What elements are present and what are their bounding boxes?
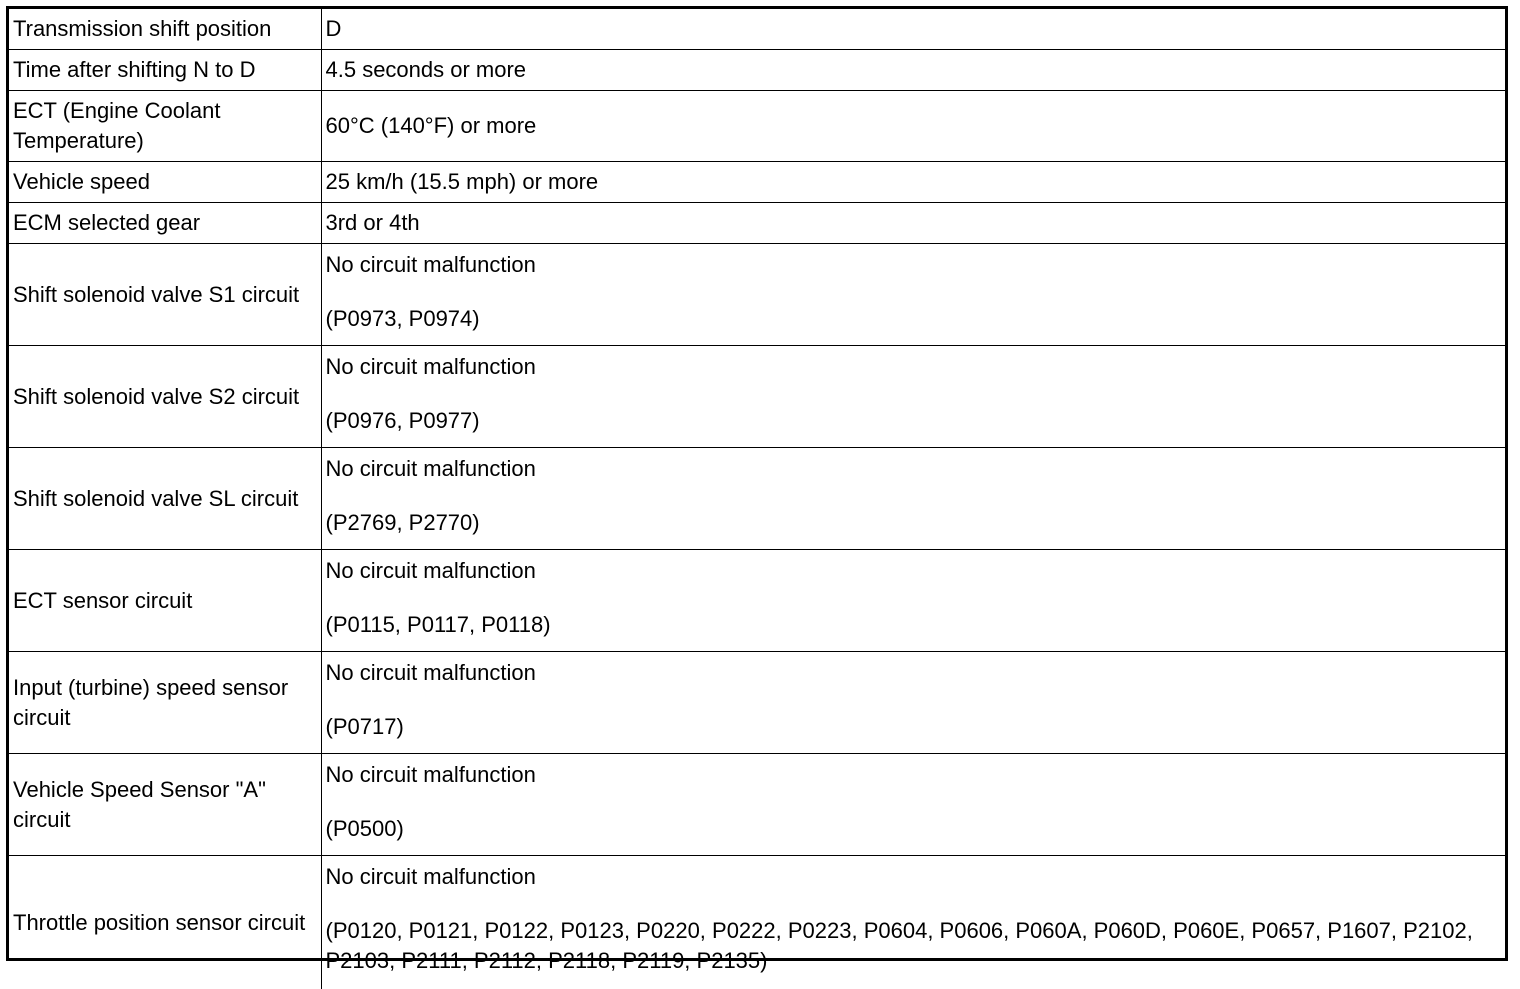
table-row: [9, 203, 1505, 244]
condition-cell: [321, 652, 1505, 754]
dtc-codes: (P0115, P0117, P0118): [326, 610, 1502, 640]
table-row: [9, 652, 1505, 754]
table-row: [9, 346, 1505, 448]
conditions-table: [9, 9, 1505, 989]
condition-text: No circuit malfunction: [326, 762, 536, 787]
item-cell: Transmission shift position: [9, 9, 321, 50]
condition-cell: [321, 448, 1505, 550]
conditions-table-frame: [6, 6, 1508, 961]
condition-text: No circuit malfunction: [326, 252, 536, 277]
condition-cell: D: [321, 9, 1505, 50]
condition-text: No circuit malfunction: [326, 354, 536, 379]
dtc-codes: (P0973, P0974): [326, 304, 1502, 334]
table-row: [9, 856, 1505, 989]
dtc-codes: (P2769, P2770): [326, 508, 1502, 538]
item-cell: Vehicle Speed Sensor "A" circuit: [9, 754, 321, 856]
table-row: [9, 448, 1505, 550]
condition-text: No circuit malfunction: [326, 456, 536, 481]
condition-text: No circuit malfunction: [326, 864, 536, 889]
condition-cell: 4.5 seconds or more: [321, 50, 1505, 91]
condition-cell: [321, 856, 1505, 989]
table-row: [9, 754, 1505, 856]
dtc-codes: (P0120, P0121, P0122, P0123, P0220, P0222, P0223, P0604, P0606, P060A, P060D, P060E, P0657, P1607, P2102, P2103, P2111, P2112, P2118, P2119, P2135): [326, 916, 1502, 976]
item-cell: Shift solenoid valve SL circuit: [9, 448, 321, 550]
condition-text: No circuit malfunction: [326, 558, 536, 583]
table-row: [9, 50, 1505, 91]
item-cell: Shift solenoid valve S1 circuit: [9, 244, 321, 346]
table-row: [9, 91, 1505, 162]
condition-cell: [321, 346, 1505, 448]
table-row: [9, 244, 1505, 346]
item-cell: ECM selected gear: [9, 203, 321, 244]
condition-cell: 3rd or 4th: [321, 203, 1505, 244]
condition-cell: [321, 754, 1505, 856]
item-cell: Input (turbine) speed sensor circuit: [9, 652, 321, 754]
table-row: [9, 550, 1505, 652]
item-cell: Throttle position sensor circuit: [9, 856, 321, 989]
item-cell: Shift solenoid valve S2 circuit: [9, 346, 321, 448]
condition-cell: 25 km/h (15.5 mph) or more: [321, 162, 1505, 203]
condition-text: No circuit malfunction: [326, 660, 536, 685]
condition-cell: [321, 244, 1505, 346]
dtc-codes: (P0500): [326, 814, 1502, 844]
table-row: [9, 9, 1505, 50]
item-cell: ECT sensor circuit: [9, 550, 321, 652]
dtc-codes: (P0717): [326, 712, 1502, 742]
item-cell: Vehicle speed: [9, 162, 321, 203]
condition-cell: 60°C (140°F) or more: [321, 91, 1505, 162]
item-cell: Time after shifting N to D: [9, 50, 321, 91]
dtc-codes: (P0976, P0977): [326, 406, 1502, 436]
table-row: [9, 162, 1505, 203]
item-cell: ECT (Engine Coolant Temperature): [9, 91, 321, 162]
condition-cell: [321, 550, 1505, 652]
